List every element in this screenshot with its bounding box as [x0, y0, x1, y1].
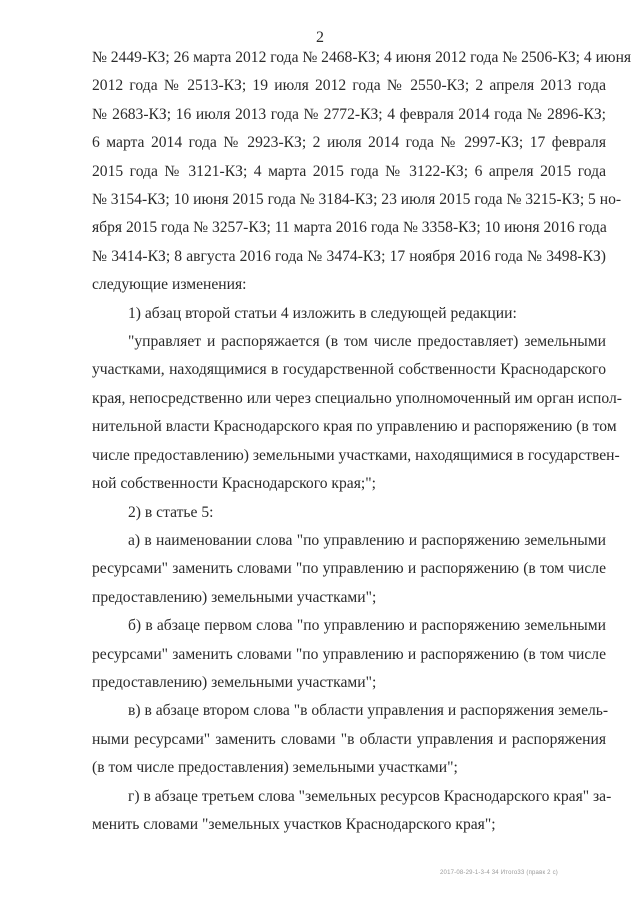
text-line: а) в наименовании слова "по управлению и распоряжению земельными: [128, 531, 606, 549]
text-line: г) в абзаце третьем слова "земельных ресурсов Краснодарского края" за-: [128, 787, 612, 805]
page-number: 2: [316, 29, 324, 46]
text-line: края, непосредственно или через специально уполномоченный им орган испол-: [92, 389, 622, 407]
text-line: (в том числе предоставления) земельными участками";: [92, 759, 458, 777]
text-line: участками, находящимися в государственной собственности Краснодарского: [92, 361, 606, 379]
text-line: № 3154-КЗ; 10 июня 2015 года № 3184-КЗ; 23 июля 2015 года № 3215-КЗ; 5 но-: [92, 191, 622, 209]
text-line: б) в абзаце первом слова "по управлению и распоряжению земельными: [128, 617, 606, 635]
text-line: ными ресурсами" заменить словами "в области управления и распоряжения: [92, 730, 606, 748]
text-line: № 2683-КЗ; 16 июля 2013 года № 2772-КЗ; 4 февраля 2014 года № 2896-КЗ;: [92, 105, 606, 123]
text-line: следующие изменения:: [92, 276, 247, 294]
text-line: 6 марта 2014 года № 2923-КЗ; 2 июля 2014 года № 2997-КЗ; 17 февраля: [92, 134, 606, 152]
text-line: ресурсами" заменить словами "по управлению и распоряжению (в том числе: [92, 645, 606, 663]
footer-print-code: 2017-08-29-1-3-4 34 Итого33 (правк 2 с): [440, 870, 558, 876]
text-line: "управляет и распоряжается (в том числе предоставляет) земельными: [128, 333, 606, 351]
text-line: № 3414-КЗ; 8 августа 2016 года № 3474-КЗ; 17 ноября 2016 года № 3498-КЗ): [92, 247, 606, 265]
text-line: нительной власти Краснодарского края по управлению и распоряжению (в том: [92, 418, 617, 436]
text-line: 1) абзац второй статьи 4 изложить в следующей редакции:: [128, 304, 517, 322]
document-body: [92, 44, 632, 839]
text-line: ной собственности Краснодарского края;";: [92, 475, 376, 493]
text-line: в) в абзаце втором слова "в области управления и распоряжения земель-: [128, 702, 609, 720]
text-line: № 2449-КЗ; 26 марта 2012 года № 2468-КЗ; 4 июня 2012 года № 2506-КЗ; 4 июня: [92, 49, 632, 66]
text-line: предоставлению) земельными участками";: [92, 673, 377, 691]
text-line: ресурсами" заменить словами "по управлению и распоряжению (в том числе: [92, 560, 606, 578]
text-line: 2012 года № 2513-КЗ; 19 июля 2012 года № 2550-КЗ; 2 апреля 2013 года: [92, 77, 606, 95]
text-line: менить словами "земельных участков Краснодарского края";: [92, 815, 496, 833]
text-line: 2) в статье 5:: [128, 503, 214, 521]
text-line: числе предоставлению) земельными участками, находящимися в государствен-: [92, 446, 620, 464]
text-line: 2015 года № 3121-КЗ; 4 марта 2015 года № 3122-КЗ; 6 апреля 2015 года: [92, 162, 606, 180]
text-line: предоставлению) земельными участками";: [92, 588, 377, 606]
text-line: ября 2015 года № 3257-КЗ; 11 марта 2016 года № 3358-КЗ; 10 июня 2016 года: [92, 219, 607, 237]
